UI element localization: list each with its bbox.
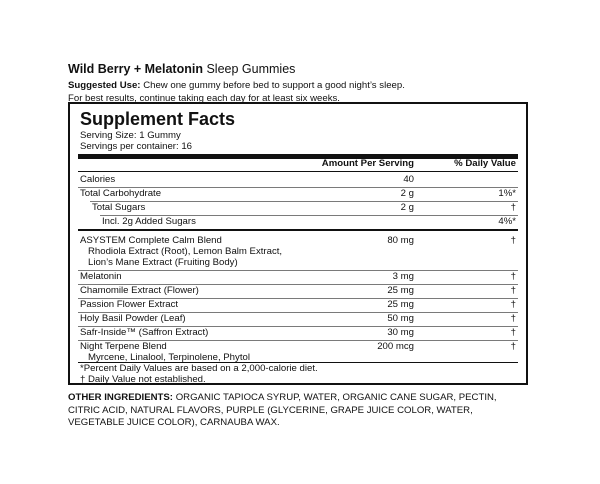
row-name: Calories <box>80 174 116 185</box>
row-dv: † <box>510 299 516 310</box>
row-dv: † <box>510 341 516 352</box>
row-dv: 4%* <box>498 216 516 227</box>
row-amount: 200 mcg <box>377 341 414 352</box>
row-amount: 50 mg <box>387 313 414 324</box>
row-name: ASYSTEM Complete Calm Blend <box>80 235 222 246</box>
row-dv: † <box>510 285 516 296</box>
row-name: Night Terpene Blend <box>80 341 167 352</box>
row-amount: 3 mg <box>392 271 414 282</box>
row-dv: 1%* <box>498 188 516 199</box>
row-name: Safr-Inside™ (Saffron Extract) <box>80 327 209 338</box>
suggested-use-line2: For best results, continue taking each day for at least six weeks. <box>68 92 340 104</box>
serving-size: Serving Size: 1 Gummy <box>80 130 181 141</box>
row-dv: † <box>510 313 516 324</box>
row-name: Holy Basil Powder (Leaf) <box>80 313 186 324</box>
supplement-facts-panel <box>68 102 528 385</box>
row-dv: † <box>510 327 516 338</box>
daily-value-header: % Daily Value <box>454 158 516 169</box>
footnote-daily-values: *Percent Daily Values are based on a 2,000-calorie diet. <box>80 363 318 374</box>
row-dv: † <box>510 202 516 213</box>
row-dv: † <box>510 235 516 246</box>
other-ingredients-label: OTHER INGREDIENTS: <box>68 392 174 403</box>
section-divider <box>78 229 518 231</box>
product-title <box>68 62 295 76</box>
other-ingredients-text: ORGANIC TAPIOCA SYRUP, WATER, ORGANIC CANE SUGAR, PECTIN, CITRIC ACID, NATURAL FLAVORS, PURPLE (GLYCERINE, GRAPE JUICE COLOR, WATER, VEGETABLE JUICE COLOR), CARNAUBA WAX. <box>68 392 497 428</box>
suggested-use-label: Suggested Use: <box>68 80 141 91</box>
row-name: Incl. 2g Added Sugars <box>102 216 196 227</box>
row-dv: † <box>510 271 516 282</box>
row-name: Melatonin <box>80 271 122 282</box>
amount-per-serving-header: Amount Per Serving <box>321 158 414 169</box>
header-divider <box>78 171 518 172</box>
row-name: Total Sugars <box>92 202 146 213</box>
row-sub: Myrcene, Linalool, Terpinolene, Phytol <box>88 352 250 363</box>
row-amount: 40 <box>403 174 414 185</box>
row-amount: 30 mg <box>387 327 414 338</box>
row-amount: 2 g <box>400 188 414 199</box>
suggested-use-line1: Chew one gummy before bed to support a good night’s sleep. <box>143 80 405 91</box>
row-name: Chamomile Extract (Flower) <box>80 285 199 296</box>
row-amount: 80 mg <box>387 235 414 246</box>
other-ingredients <box>68 392 530 430</box>
row-name: Passion Flower Extract <box>80 299 179 310</box>
row-amount: 2 g <box>400 202 414 213</box>
row-name: Total Carbohydrate <box>80 188 162 199</box>
row-sub: Rhodiola Extract (Root), Lemon Balm Extract, <box>88 246 283 257</box>
facts-title: Supplement Facts <box>80 109 236 129</box>
product-name-rest: Sleep Gummies <box>206 62 296 76</box>
servings-per-container: Servings per container: 16 <box>80 141 192 152</box>
row-amount: 25 mg <box>387 299 414 310</box>
footnote-not-established: † Daily Value not established. <box>80 374 206 385</box>
product-name-bold: Wild Berry + Melatonin <box>68 62 203 76</box>
thick-divider-top <box>78 154 518 159</box>
row-sub: Lion’s Mane Extract (Fruiting Body) <box>88 257 238 268</box>
row-amount: 25 mg <box>387 285 414 296</box>
